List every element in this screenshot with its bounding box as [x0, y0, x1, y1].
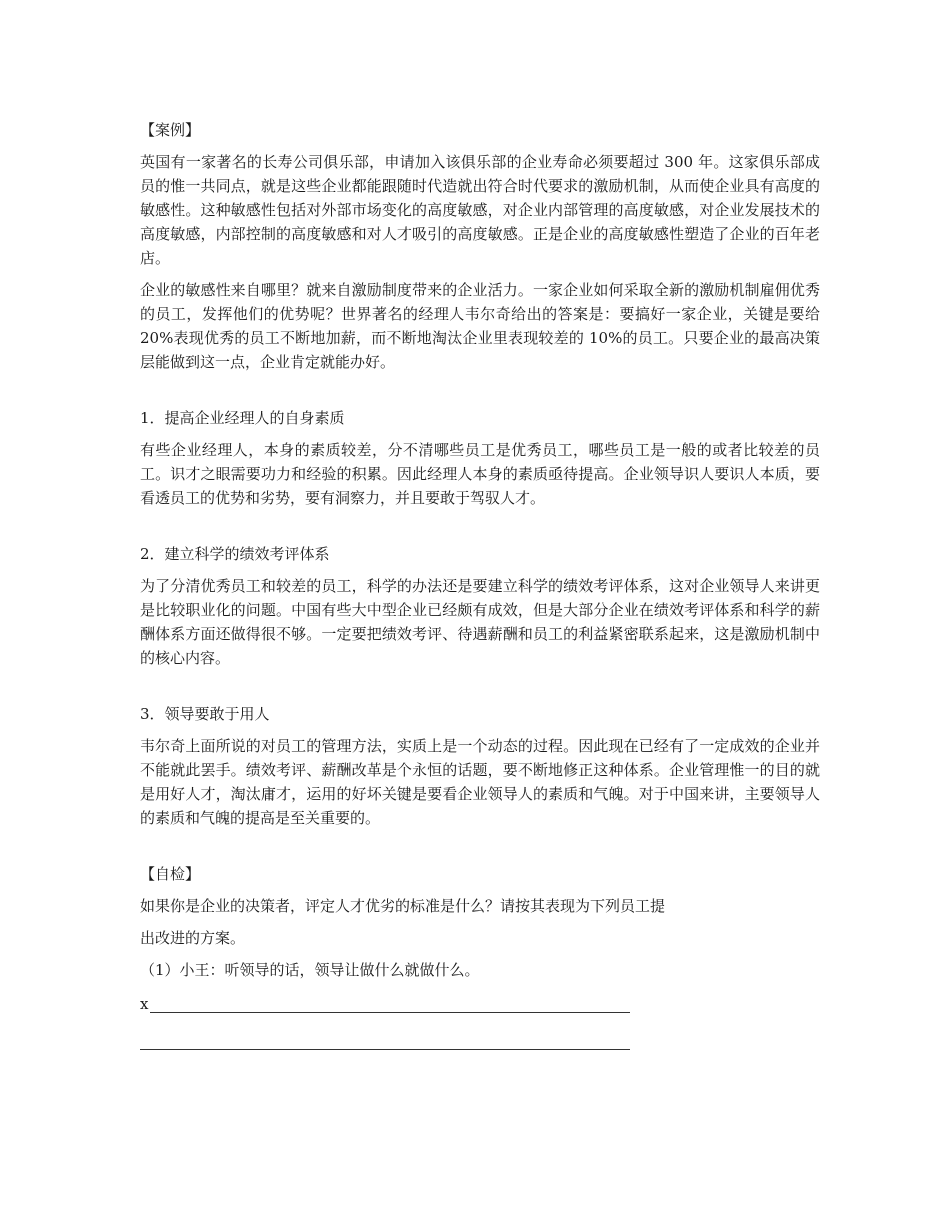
self-check-question-line-1: 如果你是企业的决策者，评定人才优劣的标准是什么？请按其表现为下列员工提 [140, 897, 666, 915]
section-2-heading: 2．建立科学的绩效考评体系 [140, 545, 330, 563]
answer-line-1[interactable] [140, 990, 630, 1013]
section-1-body: 有些企业经理人，本身的素质较差，分不清哪些员工是优秀员工，哪些员工是一般的或者比较差的员工。识才之眼需要功力和经验的积累。因此经理人本身的素质亟待提高。企业领导识人要识人本质，要看透员工的优势和劣势，要有洞察力，并且要敢于驾驭人才。 [140, 441, 820, 507]
section-2-body: 为了分清优秀员工和较差的员工，科学的办法还是要建立科学的绩效考评体系，这对企业领导人来讲更是比较职业化的问题。中国有些大中型企业已经颇有成效，但是大部分企业在绩效考评体系和科学的薪酬体系方面还做得很不够。一定要把绩效考评、待遇薪酬和员工的利益紧密联系起来，这是激励机制中的核心内容。 [140, 577, 820, 667]
case-paragraph-2: 企业的敏感性来自哪里？就来自激励制度带来的企业活力。一家企业如何采取全新的激励机制雇佣优秀的员工，发挥他们的优势呢？世界著名的经理人韦尔奇给出的答案是：要搞好一家企业，关键是要给 20%表现优秀的员工不断地加薪，而不断地淘汰企业里表现较差的 10%的员工。只要企业的最高决策层能做到这一点，企业肯定就能办好。 [140, 281, 820, 371]
answer-line-lead: x [140, 992, 150, 1016]
spacer [140, 382, 820, 406]
self-check-title: 【自检】 [140, 865, 201, 883]
self-check-item-1: （1）小王：听领导的话，领导让做什么就做什么。 [140, 961, 480, 979]
section-1-heading: 1．提高企业经理人的自身素质 [140, 409, 345, 427]
self-check-question-line-2: 出改进的方案。 [140, 929, 246, 947]
case-title: 【案例】 [140, 121, 201, 139]
document-page [140, 118, 820, 1064]
section-3-heading: 3．领导要敢于用人 [140, 705, 270, 723]
spacer [140, 678, 820, 702]
case-paragraph-1: 英国有一家著名的长寿公司俱乐部，申请加入该俱乐部的企业寿命必须要超过 300 年。这家俱乐部成员的惟一共同点，就是这些企业都能跟随时代造就出符合时代要求的激励机制，从而使企业具有高度的敏感性。这种敏感性包括对外部市场变化的高度敏感，对企业内部管理的高度敏感，对企业发展技术的高度敏感，内部控制的高度敏感和对人才吸引的高度敏感。正是企业的高度敏感性塑造了企业的百年老店。 [140, 153, 820, 267]
answer-line-2[interactable] [140, 1027, 630, 1050]
spacer [140, 518, 820, 542]
spacer [140, 838, 820, 862]
section-3-body: 韦尔奇上面所说的对员工的管理方法，实质上是一个动态的过程。因此现在已经有了一定成效的企业并不能就此罢手。绩效考评、薪酬改革是个永恒的话题，要不断地修正这种体系。企业管理惟一的目的就是用好人才，淘汰庸才，运用的好坏关键是要看企业领导人的素质和气魄。对于中国来讲，主要领导人的素质和气魄的提高是至关重要的。 [140, 737, 820, 827]
